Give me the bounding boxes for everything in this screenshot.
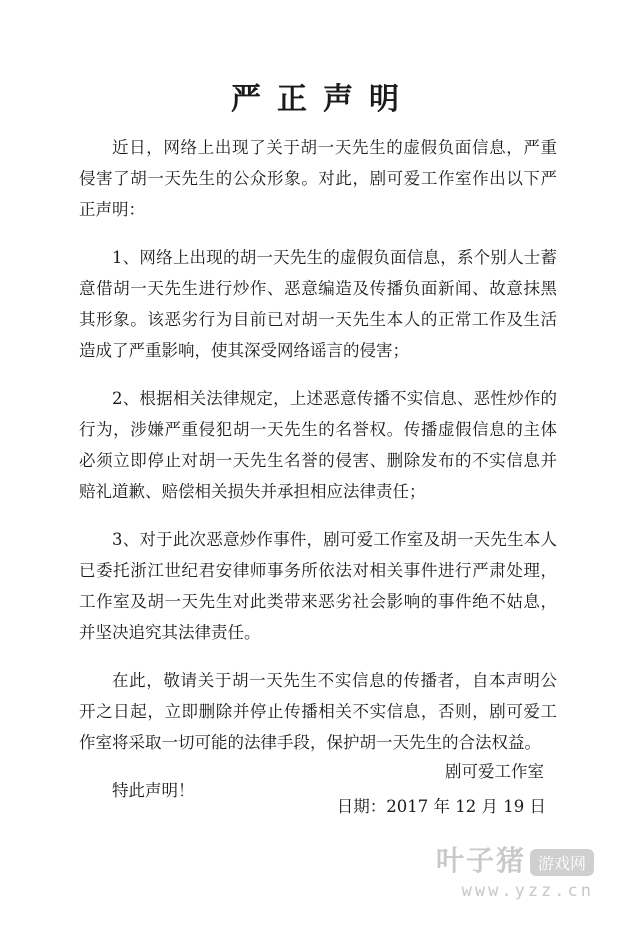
signature: 剧可爱工作室 xyxy=(445,762,544,781)
document-date: 日期：2017 年 12 月 19 日 xyxy=(336,797,546,816)
paragraph-closing: 特此声明！ xyxy=(112,781,195,800)
watermark-brand: 叶子猪 xyxy=(435,845,526,876)
paragraph-intro: 近日，网络上出现了关于胡一天先生的虚假负面信息，严重侵害了胡一天先生的公众形象。对此，剧可爱工作室作出以下严正声明： xyxy=(79,138,557,219)
paragraph-point-1: 1、网络上出现的胡一天先生的虚假负面信息，系个别人士蓄意借胡一天先生进行炒作、恶意编造及传播负面新闻、故意抹黑其形象。该恶劣行为目前已对胡一天先生本人的正常工作及生活造成了严重影响，使其深受网络谣言的侵害； xyxy=(79,248,557,360)
watermark-url: www.yzz.cn xyxy=(461,881,594,901)
paragraph-point-2: 2、根据相关法律规定，上述恶意传播不实信息、恶性炒作的行为，涉嫌严重侵犯胡一天先生的名誉权。传播虚假信息的主体必须立即停止对胡一天先生名誉的侵害、删除发布的不实信息并赔礼道歉、赔偿相关损失并承担相应法律责任； xyxy=(79,389,557,501)
paragraph-point-3: 3、对于此次恶意炒作事件，剧可爱工作室及胡一天先生本人已委托浙江世纪君安律师事务所依法对相关事件进行严肃处理，工作室及胡一天先生对此类带来恶劣社会影响的事件绝不姑息，并坚决追究其法律责任。 xyxy=(79,530,557,642)
watermark xyxy=(436,844,594,903)
document-title: 严正声明 xyxy=(231,82,415,117)
watermark-brand-row xyxy=(436,844,594,879)
document-body xyxy=(79,132,557,823)
paragraph-request: 在此，敬请关于胡一天先生不实信息的传播者，自本声明公开之日起，立即删除并停止传播相关不实信息，否则，剧可爱工作室将采取一切可能的法律手段，保护胡一天先生的合法权益。 xyxy=(79,671,557,752)
watermark-tag: 游戏网 xyxy=(530,849,594,876)
